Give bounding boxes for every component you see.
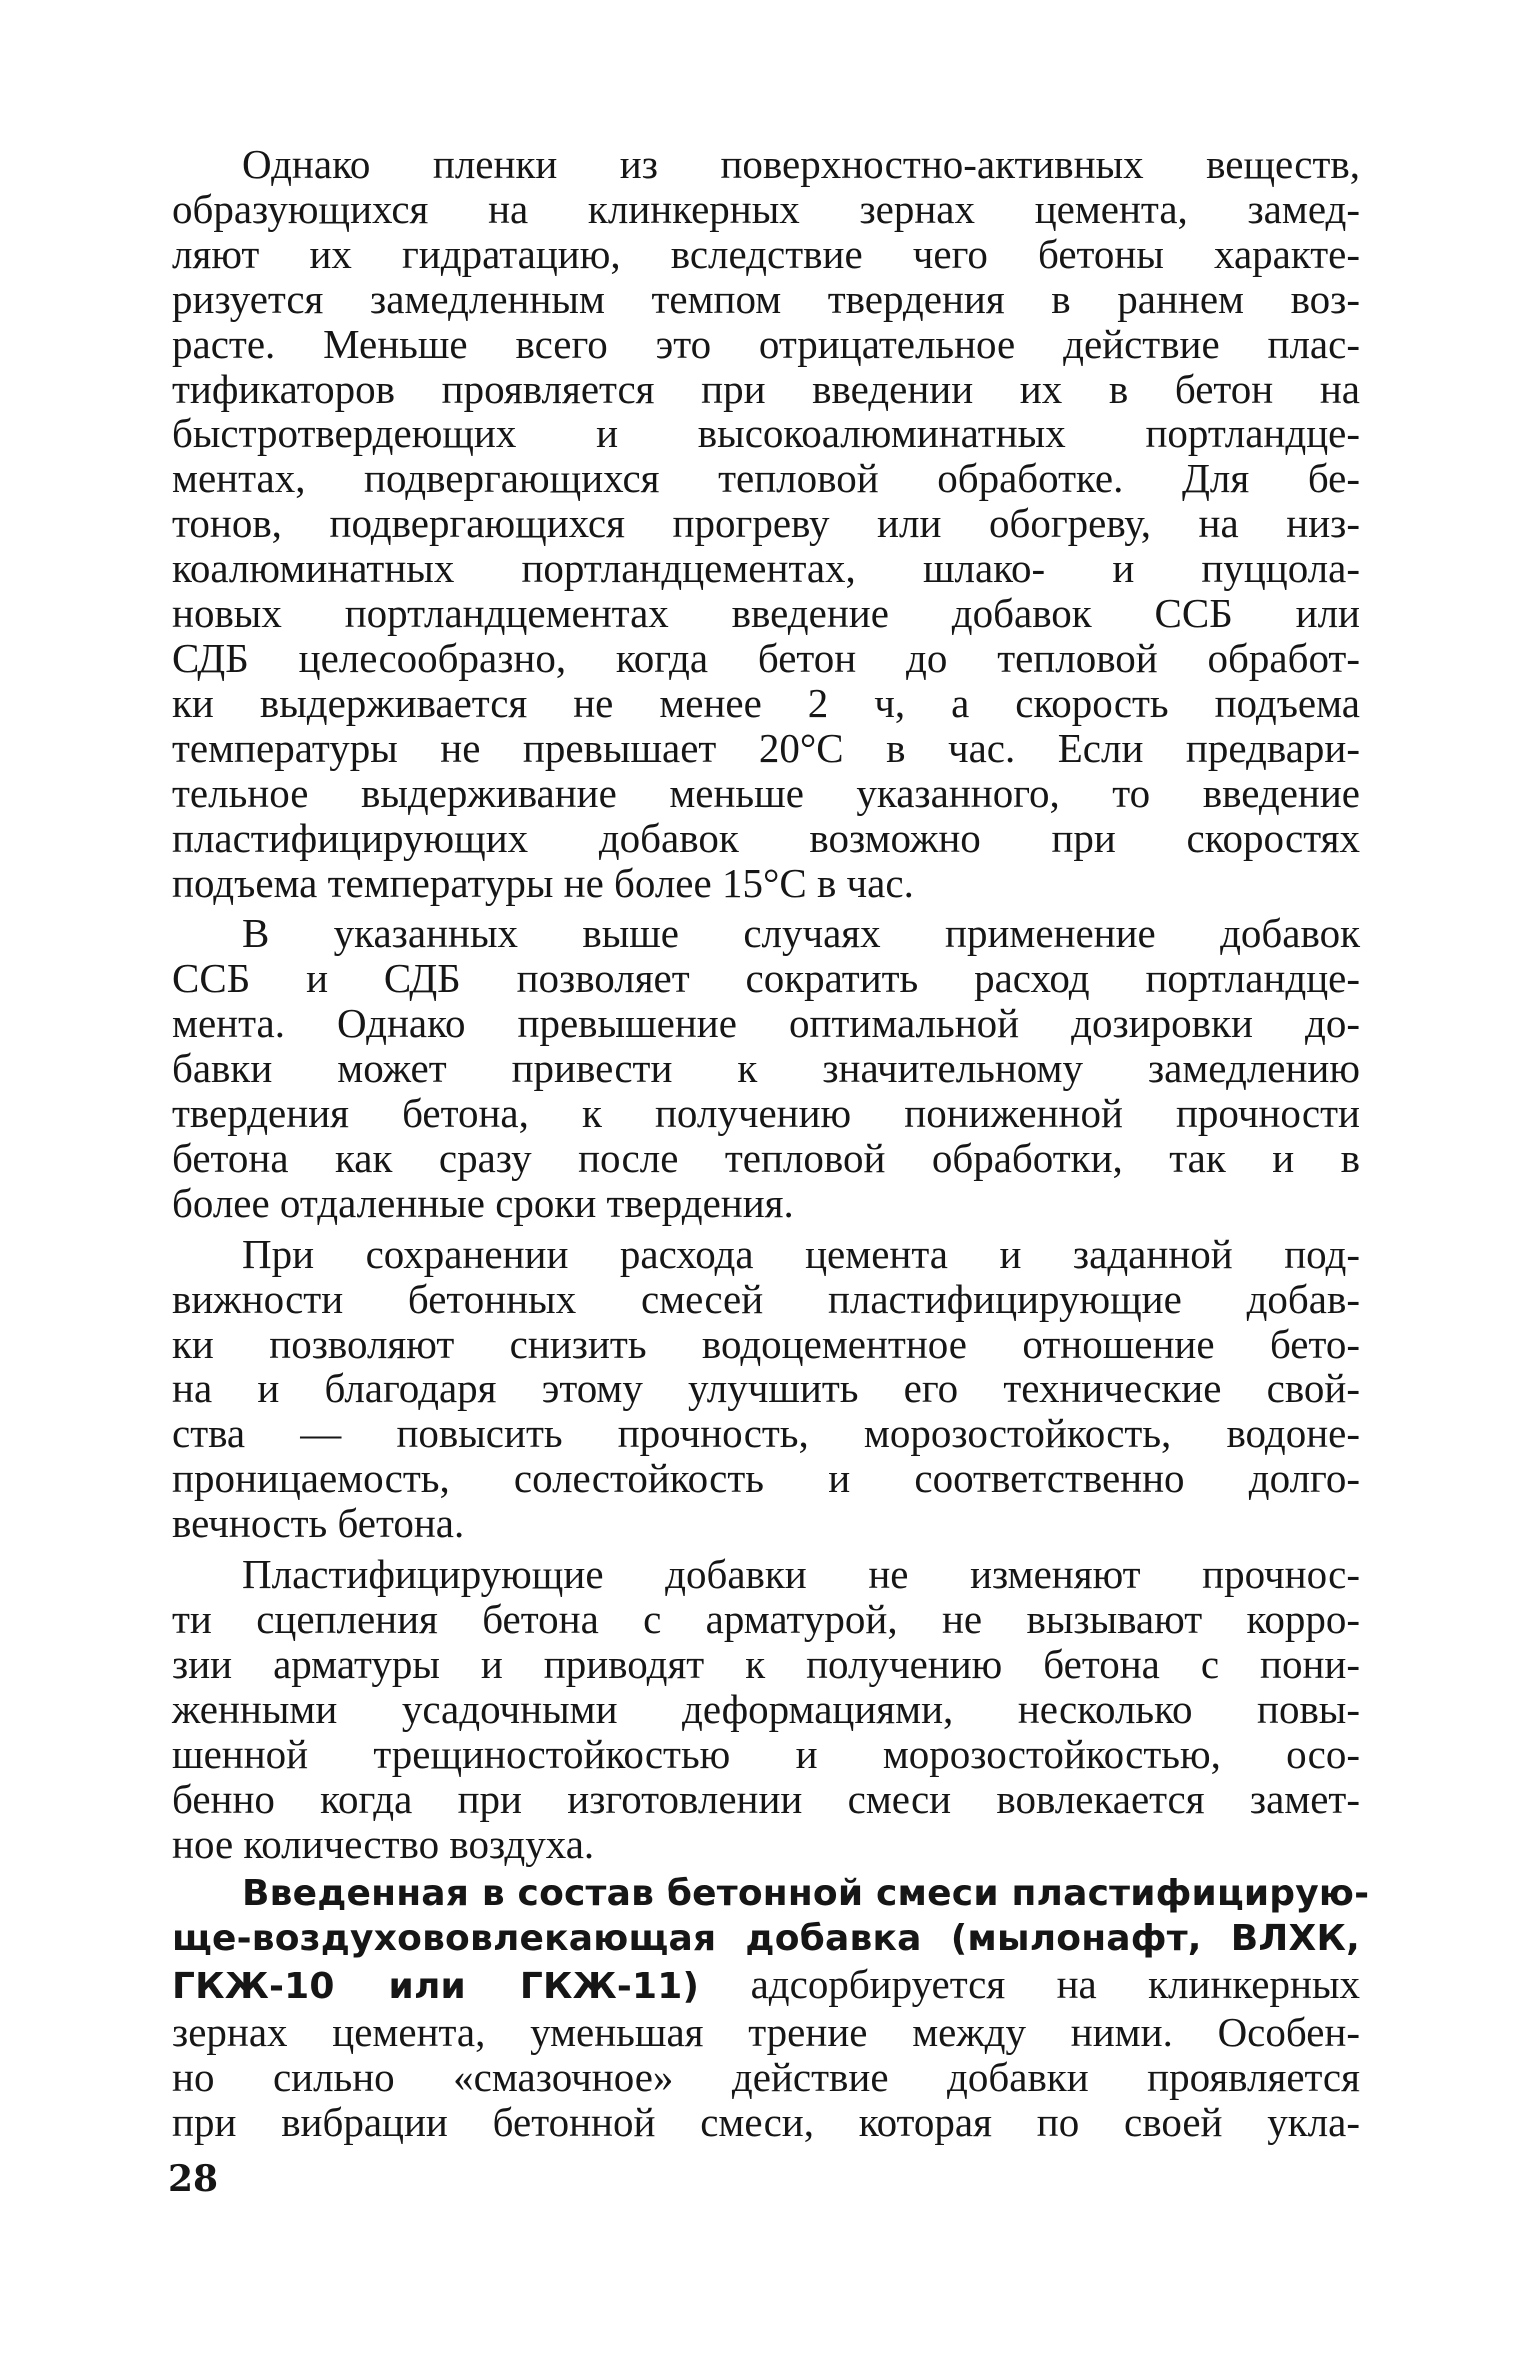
text-line: на и благодаря этому улучшить его технические свой- (172, 1365, 1360, 1412)
paragraph-2 (172, 911, 1360, 1225)
text-line: СДБ целесообразно, когда бетон до тепловой обработ- (172, 634, 1360, 681)
text-fragment: адсорбируется на клинкерных (699, 1961, 1360, 2008)
text-line: вечность бетона. (172, 1500, 465, 1547)
paragraph-3 (172, 1232, 1360, 1546)
text-line: шенной трещиностойкостью и морозостойкостью, осо- (172, 1730, 1360, 1777)
text-line: новых портландцементах введение добавок ССБ или (172, 590, 1360, 637)
bold-text-line: Введенная в состав бетонной смеси пластифицирую- (242, 1873, 1370, 1915)
text-line: образующихся на клинкерных зернах цемента, замед- (172, 185, 1360, 232)
text-line: зии арматуры и приводят к получению бетона с пони- (172, 1640, 1360, 1687)
text-line: подъема температуры не более 15°С в час. (172, 859, 914, 906)
text-line: ки позволяют снизить водоцементное отношение бето- (172, 1320, 1360, 1367)
text-line: быстротвердеющих и высокоалюминатных портландце- (172, 410, 1360, 457)
paragraph-1 (172, 142, 1360, 905)
text-line: бенно когда при изготовлении смеси вовлекается замет- (172, 1775, 1360, 1822)
text-line: проницаемость, солестойкость и соответственно долго- (172, 1455, 1360, 1502)
text-line: твердения бетона, к получению пониженной прочности (172, 1090, 1360, 1137)
text-line: Пластифицирующие добавки не изменяют прочнос- (242, 1551, 1360, 1598)
text-line: зернах цемента, уменьшая трение между ними. Особен- (172, 2009, 1360, 2056)
text-line: бавки может привести к значительному замедлению (172, 1045, 1360, 1092)
page-number: 28 (168, 2158, 219, 2200)
text-line: женными усадочными деформациями, несколько повы- (172, 1685, 1360, 1732)
text-line: тонов, подвергающихся прогреву или обогреву, на низ- (172, 500, 1360, 547)
text-line: ки выдерживается не менее 2 ч, а скорость подъема (172, 679, 1360, 726)
bold-text-line: ще-воздухововлекающая добавка (мылонафт, ВЛХК, (172, 1918, 1360, 1960)
text-line: коалюминатных портландцементах, шлако- и пуццола- (172, 545, 1360, 592)
text-line: При сохранении расхода цемента и заданной под- (242, 1230, 1360, 1277)
text-line: тификаторов проявляется при введении их в бетон на (172, 365, 1360, 412)
text-line: мента. Однако превышение оптимальной дозировки до- (172, 1000, 1360, 1047)
text-line: температуры не превышает 20°С в час. Если предвари- (172, 724, 1360, 771)
text-line: ства — повысить прочность, морозостойкость, водоне- (172, 1410, 1360, 1457)
bold-term: ГКЖ-10 или ГКЖ-11) (172, 1966, 700, 2008)
text-line: ризуется замедленным темпом твердения в раннем воз- (172, 275, 1360, 322)
mixed-text-line (172, 1962, 1360, 2010)
text-line: более отдаленные сроки твердения. (172, 1179, 794, 1226)
page-body (172, 141, 1370, 2151)
text-line: но сильно «смазочное» действие добавки проявляется (172, 2054, 1360, 2101)
text-line: ное количество воздуха. (172, 1820, 595, 1867)
text-line: ССБ и СДБ позволяет сократить расход портландце- (172, 955, 1360, 1002)
text-line: ляют их гидратацию, вследствие чего бетоны характе- (172, 230, 1360, 277)
text-line: вижности бетонных смесей пластифицирующие добав- (172, 1275, 1360, 1322)
text-line: тельное выдерживание меньше указанного, то введение (172, 769, 1360, 816)
text-line: бетона как сразу после тепловой обработки, так и в (172, 1134, 1360, 1181)
paragraph-4 (172, 1552, 1360, 1866)
text-line: пластифицирующих добавок возможно при скоростях (172, 814, 1360, 861)
text-line: ментах, подвергающихся тепловой обработке. Для бе- (172, 455, 1360, 502)
text-line: В указанных выше случаях применение добавок (242, 910, 1360, 957)
text-line: при вибрации бетонной смеси, которая по своей укла- (172, 2098, 1360, 2145)
text-line: расте. Меньше всего это отрицательное действие плас- (172, 320, 1360, 367)
text-line: ти сцепления бетона с арматурой, не вызывают корро- (172, 1596, 1360, 1642)
text-line: Однако пленки из поверхностно-активных веществ, (242, 141, 1360, 187)
paragraph-5 (172, 1872, 1370, 2145)
